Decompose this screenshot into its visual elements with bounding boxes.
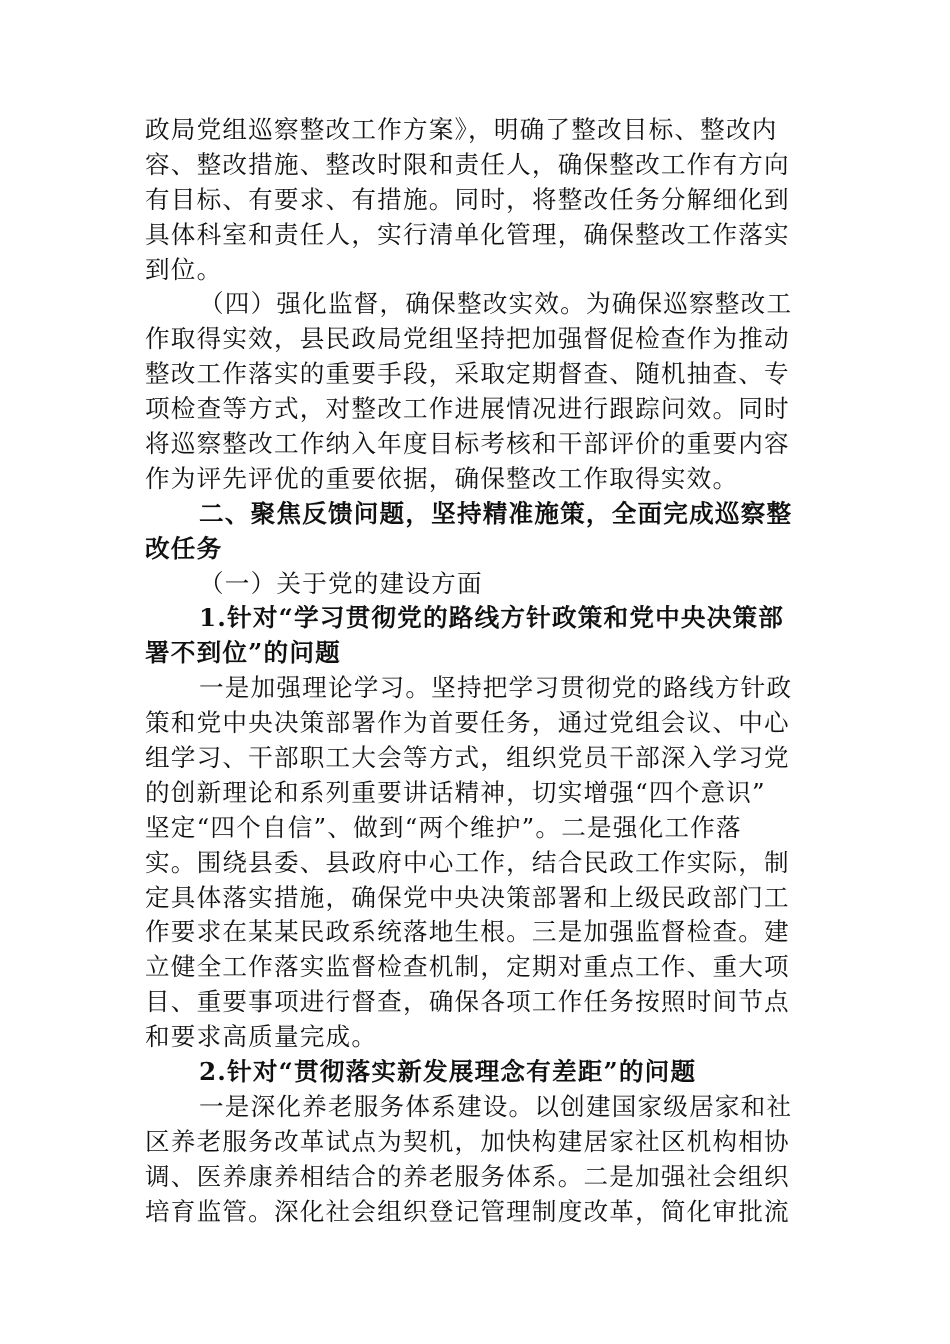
paragraph-line: 整改工作落实的重要手段，采取定期督查、随机抽查、专 xyxy=(145,359,790,389)
paragraph-line: 作要求在某某民政系统落地生根。三是加强监督检查。建 xyxy=(145,917,790,947)
paragraph-line: 定具体落实措施，确保党中央决策部署和上级民政部门工 xyxy=(145,882,790,912)
paragraph-line: （四）强化监督，确保整改实效。为确保巡察整改工 xyxy=(199,289,793,319)
paragraph-line: 实。围绕县委、县政府中心工作，结合民政工作实际，制 xyxy=(145,847,790,877)
heading-line: 署不到位”的问题 xyxy=(145,638,341,668)
paragraph-line: 立健全工作落实监督检查机制，定期对重点工作、重大项 xyxy=(145,952,790,982)
paragraph-line: 容、整改措施、整改时限和责任人，确保整改工作有方向 xyxy=(145,149,790,179)
heading-line: 2.针对“贯彻落实新发展理念有差距”的问题 xyxy=(199,1057,697,1087)
heading-line: 改任务 xyxy=(145,533,223,563)
paragraph-line: 作为评先评优的重要依据，确保整改工作取得实效。 xyxy=(145,463,739,493)
paragraph-line: 策和党中央决策部署作为首要任务，通过党组会议、中心 xyxy=(145,708,790,738)
paragraph-line: 项检查等方式，对整改工作进展情况进行跟踪问效。同时 xyxy=(145,394,790,424)
paragraph-line: 的创新理论和系列重要讲话精神，切实增强“四个意识” xyxy=(145,777,766,807)
paragraph-line: 区养老服务改革试点为契机，加快构建居家社区机构相协 xyxy=(145,1126,790,1156)
heading-line: 二、聚焦反馈问题，坚持精准施策，全面完成巡察整 xyxy=(199,498,793,528)
paragraph-line: 到位。 xyxy=(145,254,223,284)
paragraph-line: 作取得实效，县民政局党组坚持把加强督促检查作为推动 xyxy=(145,324,790,354)
heading-line: 1.针对“学习贯彻党的路线方针政策和党中央决策部 xyxy=(199,603,785,633)
paragraph-line: 具体科室和责任人，实行清单化管理，确保整改工作落实 xyxy=(145,219,790,249)
paragraph-line: 培育监管。深化社会组织登记管理制度改革，简化审批流 xyxy=(145,1196,790,1226)
paragraph-line: 将巡察整改工作纳入年度目标考核和干部评价的重要内容 xyxy=(145,429,790,459)
paragraph-line: 有目标、有要求、有措施。同时，将整改任务分解细化到 xyxy=(145,184,790,214)
paragraph-line: 一是加强理论学习。坚持把学习贯彻党的路线方针政 xyxy=(199,673,793,703)
paragraph-line: 和要求高质量完成。 xyxy=(145,1022,378,1052)
paragraph-line: 目、重要事项进行督查，确保各项工作任务按照时间节点 xyxy=(145,987,790,1017)
paragraph-line: 一是深化养老服务体系建设。以创建国家级居家和社 xyxy=(199,1091,793,1121)
paragraph-line: 调、医养康养相结合的养老服务体系。二是加强社会组织 xyxy=(145,1161,790,1191)
document-body xyxy=(145,113,805,1230)
paragraph-line: 组学习、干部职工大会等方式，组织党员干部深入学习党 xyxy=(145,743,790,773)
paragraph-line: 坚定“四个自信”、做到“两个维护”。二是强化工作落 xyxy=(145,812,742,842)
paragraph-line: （一）关于党的建设方面 xyxy=(199,568,483,598)
paragraph-line: 政局党组巡察整改工作方案》，明确了整改目标、整改内 xyxy=(145,115,778,144)
